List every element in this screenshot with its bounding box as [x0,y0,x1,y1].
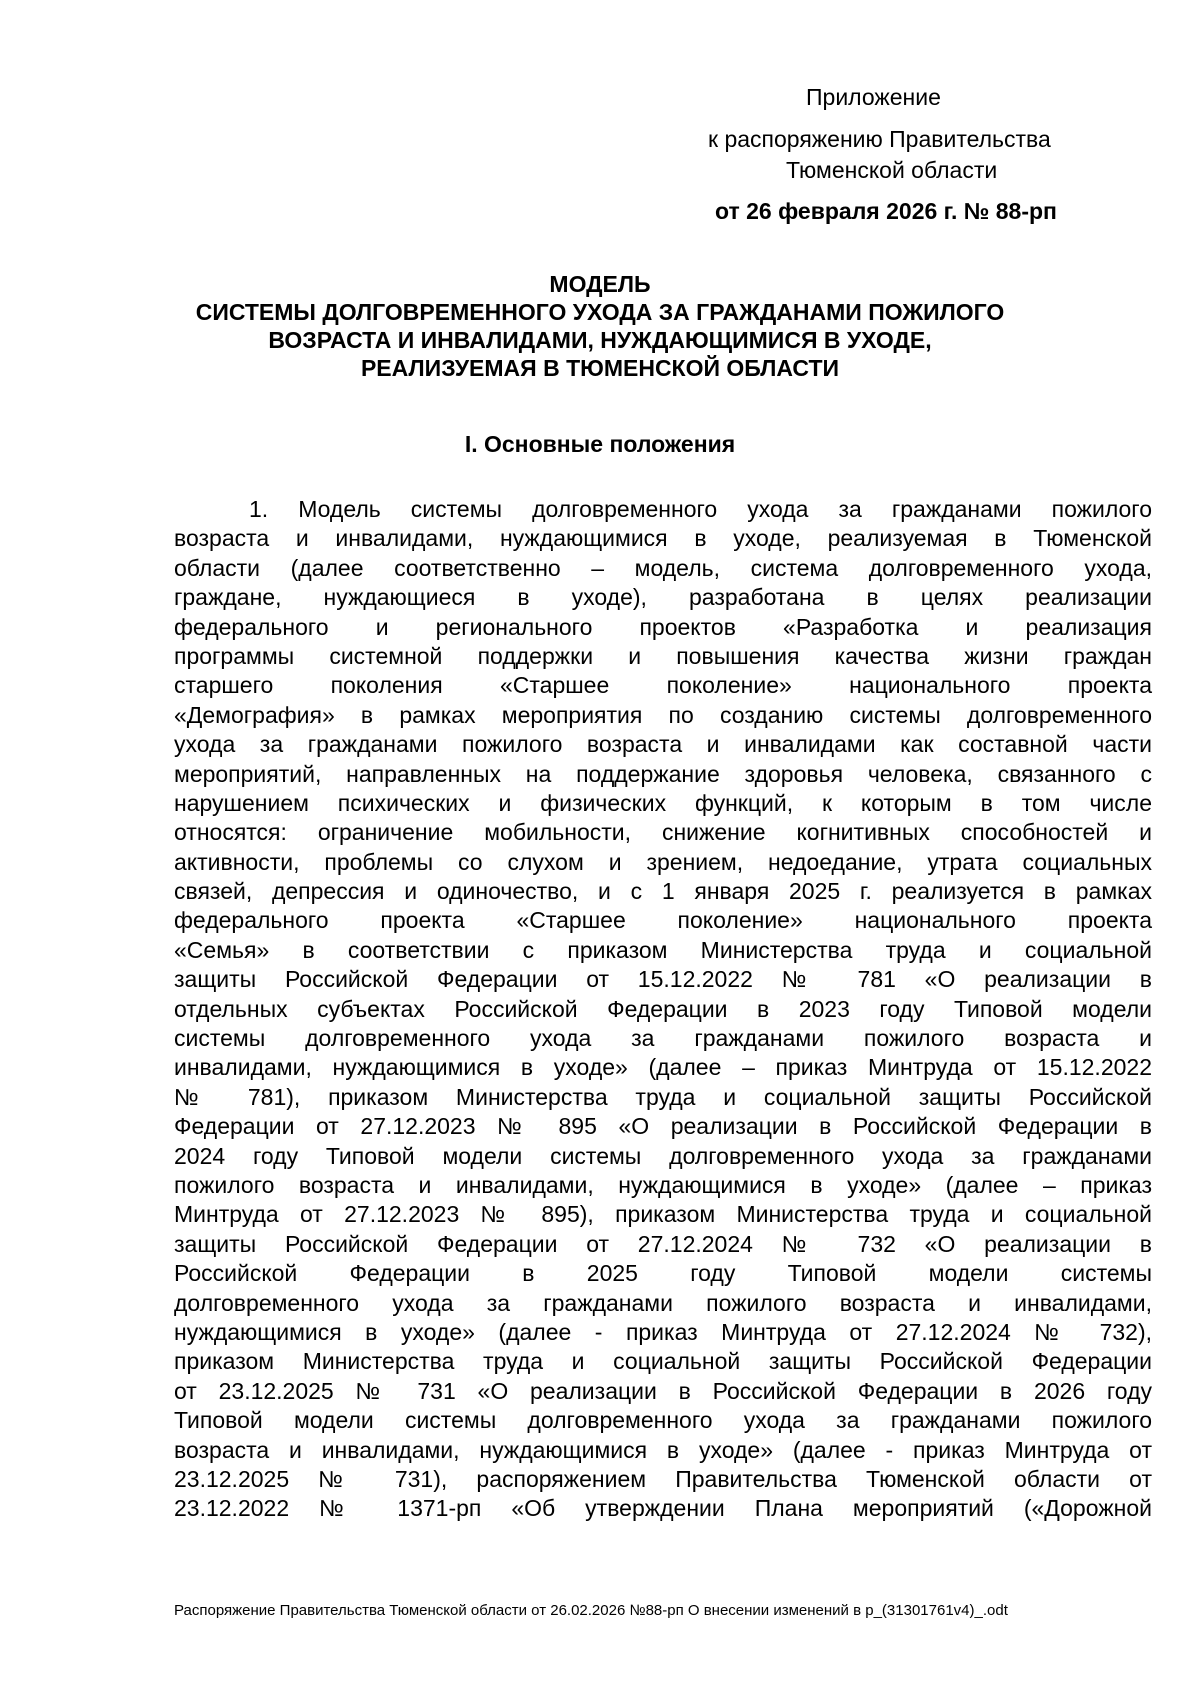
body-line: нуждающимися в уходе» (далее - приказ Минтруда от 27.12.2024 № 732), [174,1318,1152,1345]
body-line: области (далее соответственно – модель, система долговременного ухода, [174,554,1152,581]
section-heading: I. Основные положения [464,431,736,457]
page-footer: Распоряжение Правительства Тюменской области от 26.02.2026 №88-рп О внесении изменений в р_(31301761v4)_.odt [174,1602,1008,1619]
title-line: СИСТЕМЫ ДОЛГОВРЕМЕННОГО УХОДА ЗА ГРАЖДАНАМИ ПОЖИЛОГО [195,299,1005,325]
body-line: относятся: ограничение мобильности, снижение когнитивных способностей и [174,819,1152,846]
document-title [50,270,1150,382]
body-line: связей, депрессия и одиночество, и с 1 января 2025 г. реализуется в рамках [174,878,1152,905]
body-line: Минтруда от 27.12.2023 № 895), приказом Министерства труда и социальной [174,1201,1152,1228]
body-line: № 781), приказом Министерства труда и социальной защиты Российской [174,1083,1152,1110]
appendix-to-order: к распоряжению Правительства [708,126,1051,152]
body-line: 2024 году Типовой модели системы долговременного ухода за гражданами [174,1142,1152,1169]
appendix-label: Приложение [806,84,941,110]
body-line: ухода за гражданами пожилого возраста и инвалидами как составной части [174,731,1152,758]
body-line: защиты Российской Федерации от 15.12.2022 № 781 «О реализации в [174,966,1152,993]
body-line: 1. Модель системы долговременного ухода за гражданами пожилого [249,496,1152,522]
body-line: «Семья» в соответствии с приказом Министерства труда и социальной [174,936,1152,963]
body-line: мероприятий, направленных на поддержание здоровья человека, связанного с [174,760,1152,787]
body-line: Типовой модели системы долговременного ухода за гражданами пожилого [174,1407,1152,1434]
body-line: приказом Министерства труда и социальной защиты Российской Федерации [174,1348,1152,1375]
body-line: старшего поколения «Старшее поколение» национального проекта [174,672,1152,699]
body-line: федерального и регионального проектов «Разработка и реализация [174,613,1152,640]
body-line: 23.12.2022 № 1371-рп «Об утверждении Плана мероприятий («Дорожной [174,1495,1152,1522]
body-line: «Демография» в рамках мероприятия по созданию системы долговременного [174,701,1152,728]
appendix-date-number: от 26 февраля 2026 г. № 88-рп [715,198,1057,224]
body-line: долговременного ухода за гражданами пожилого возраста и инвалидами, [174,1289,1152,1316]
body-line: активности, проблемы со слухом и зрением, недоедание, утрата социальных [174,848,1152,875]
body-line: нарушением психических и физических функций, к которым в том числе [174,789,1152,816]
body-line: возраста и инвалидами, нуждающимися в уходе» (далее - приказ Минтруда от [174,1436,1152,1463]
body-line: отдельных субъектах Российской Федерации в 2023 году Типовой модели [174,995,1152,1022]
body-line: граждане, нуждающиеся в уходе), разработана в целях реализации [174,584,1152,611]
body-line: защиты Российской Федерации от 27.12.2024 № 732 «О реализации в [174,1230,1152,1257]
title-line: ВОЗРАСТА И ИНВАЛИДАМИ, НУЖДАЮЩИМИСЯ В УХОДЕ, [268,327,932,353]
body-line: федерального проекта «Старшее поколение» национального проекта [174,907,1152,934]
body-line: Российской Федерации в 2025 году Типовой модели системы [174,1260,1152,1287]
body-line: системы долговременного ухода за гражданами пожилого возраста и [174,1025,1152,1052]
title-line: МОДЕЛЬ [549,271,651,297]
appendix-region: Тюменской области [786,157,998,183]
title-line: РЕАЛИЗУЕМАЯ В ТЮМЕНСКОЙ ОБЛАСТИ [360,355,840,381]
body-line: пожилого возраста и инвалидами, нуждающимися в уходе» (далее – приказ [174,1171,1152,1198]
body-line: 23.12.2025 № 731), распоряжением Правительства Тюменской области от [174,1465,1152,1492]
body-paragraph [174,495,1152,1524]
body-line: инвалидами, нуждающимися в уходе» (далее – приказ Минтруда от 15.12.2022 [174,1054,1152,1081]
body-line: Федерации от 27.12.2023 № 895 «О реализации в Российской Федерации в [174,1113,1152,1140]
body-line: возраста и инвалидами, нуждающимися в уходе, реализуемая в Тюменской [174,525,1152,552]
body-line: программы системной поддержки и повышения качества жизни граждан [174,642,1152,669]
body-line: от 23.12.2025 № 731 «О реализации в Российской Федерации в 2026 году [174,1377,1152,1404]
